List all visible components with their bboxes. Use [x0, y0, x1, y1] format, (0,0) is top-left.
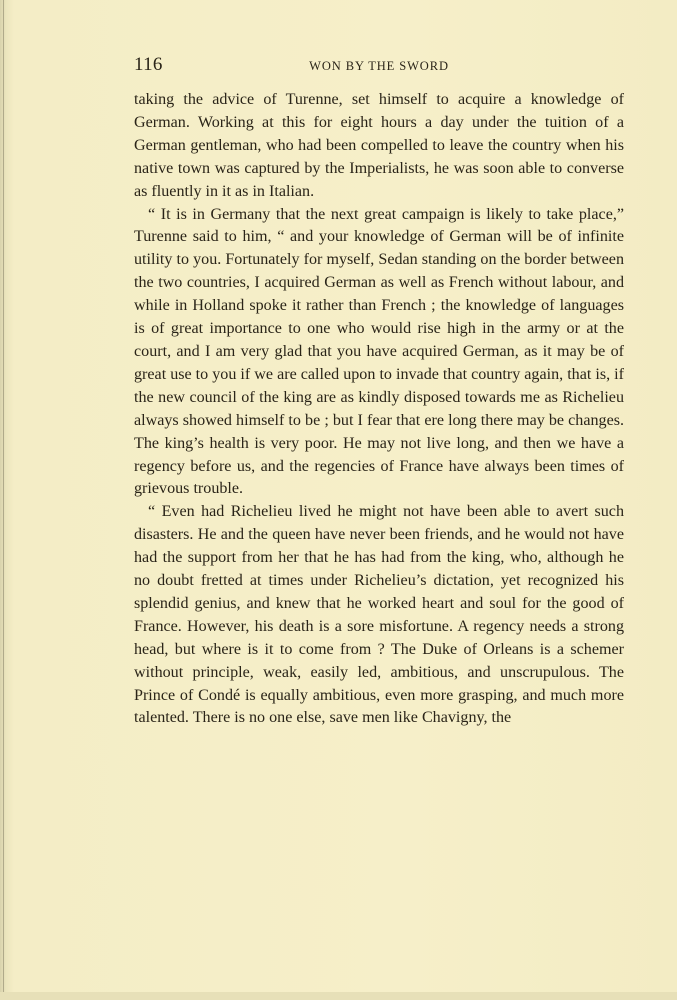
running-head: WON BY THE SWORD — [309, 59, 449, 73]
page-bottom-edge — [0, 992, 677, 1000]
page-number: 116 — [134, 54, 163, 75]
paragraph: “ It is in Germany that the next great campaign is likely to take place,” Turenne said to him, “ and your knowledge of German will be of infinite utility to you. Fortunately for myself, Sedan standing on the border between the two countries, I acquired German as well as French without labour, and while in Holland spoke it rather than French ; the knowledge of languages is of great importance to one who would rise high in the army or at the court, and I am very glad that you have acquired German, as it may be of great use to you if we are called upon to invade that country again, that is, if the new council of the king are as kindly disposed towards me as Richelieu always showed himself to be ; but I fear that ere long there may be changes. The king’s health is very poor. He may not live long, and then we have a regency before us, and the regencies of France have always been times of grievous trouble. — [134, 205, 624, 498]
body-text — [134, 89, 624, 730]
page-header — [134, 54, 624, 80]
paragraph: “ Even had Richelieu lived he might not have been able to avert such disasters. He and the queen have never been friends, and he would not have had the support from her that he has had from the king, who, although he no doubt fretted at times under Richelieu’s dictation, yet recognized his splendid genius, and knew that he worked heart and soul for the good of France. However, his death is a sore misfortune. A regency needs a strong head, but where is it to come from ? The Duke of Orleans is a schemer without principle, weak, easily led, ambitious, and unscrupulous. The Prince of Condé is equally ambitious, even more grasping, and much more talented. There is no one else, save men like Chavigny, the — [134, 503, 624, 727]
paragraph: taking the advice of Turenne, set himself to acquire a knowledge of German. Working at this for eight hours a day under the tuition of a German gentleman, who had been compelled to leave the country when his native town was captured by the Imperialists, he was soon able to converse as fluently in it as in Italian. — [134, 91, 624, 200]
binding-edge — [3, 0, 4, 1000]
